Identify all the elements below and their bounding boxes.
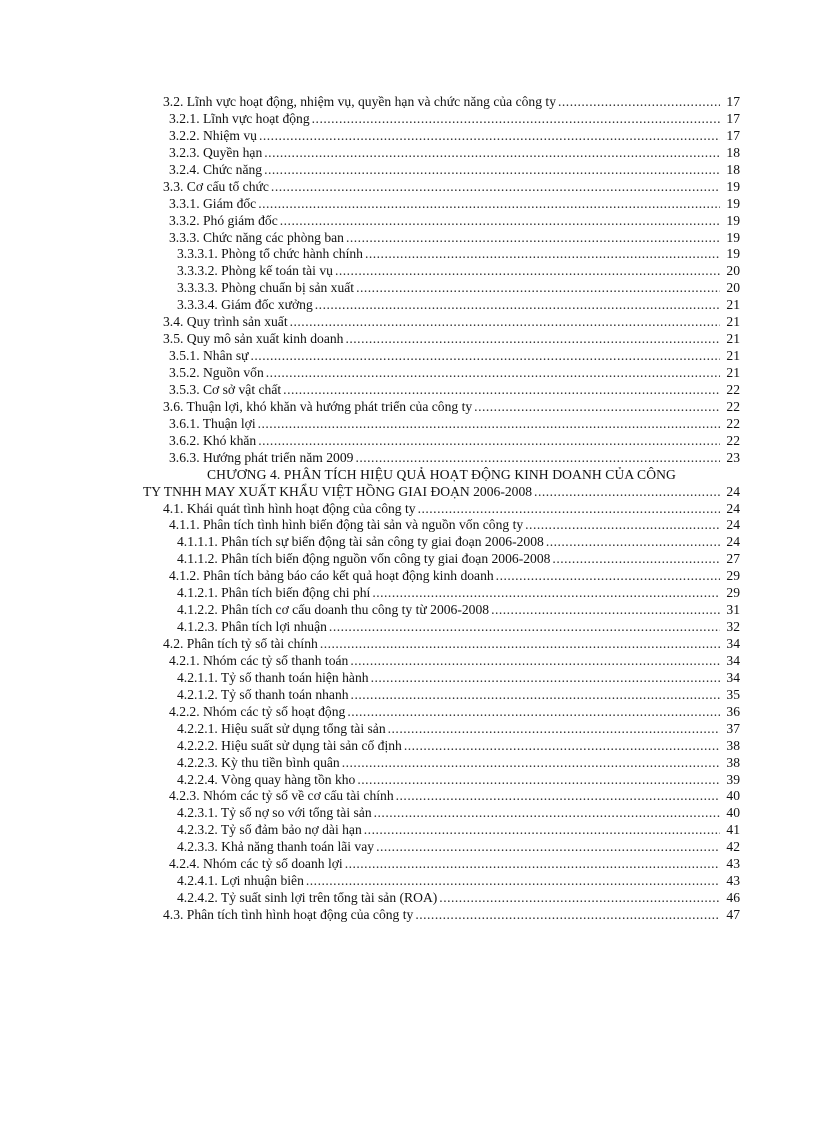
toc-entry-label: 3.6.1. Thuận lợi (169, 415, 256, 431)
dot-leader (346, 230, 720, 247)
toc-entry-page-number: 34 (726, 636, 740, 651)
toc-entry[interactable] (143, 704, 740, 721)
toc-entry-label: 4.2.4.2. Tỷ suất sinh lợi trên tổng tài sản (ROA) (177, 890, 438, 906)
dot-leader (258, 416, 720, 433)
toc-entry[interactable] (143, 331, 740, 348)
dot-leader (365, 246, 720, 263)
toc-entry-label: 4.3. Phân tích tình hình hoạt động của công ty (163, 907, 414, 922)
toc-entry[interactable] (143, 551, 740, 568)
dot-leader (306, 873, 720, 890)
toc-entry-page-number: 23 (726, 449, 740, 465)
toc-entry-label: 3.6.3. Hướng phát triển năm 2009 (169, 449, 354, 465)
toc-entry[interactable] (143, 213, 740, 230)
toc-entry-label: 3.5.1. Nhân sự (169, 348, 249, 364)
toc-entry-label: 4.2.2.1. Hiệu suất sử dụng tổng tài sản (177, 720, 386, 736)
toc-entry[interactable] (143, 179, 740, 196)
toc-entry-page-number: 19 (726, 212, 740, 228)
toc-entry-page-number: 20 (726, 263, 740, 279)
toc-entry[interactable] (143, 839, 740, 856)
dot-leader (342, 755, 720, 772)
toc-entry-page-number: 34 (726, 652, 740, 668)
toc-entry[interactable] (143, 517, 740, 534)
toc-entry-page-number: 22 (726, 432, 740, 448)
toc-entry-label: 3.3.3.1. Phòng tổ chức hành chính (177, 246, 363, 262)
dot-leader (312, 111, 720, 128)
toc-entry-page-number: 22 (726, 398, 740, 414)
dot-leader (350, 653, 720, 670)
toc-entry[interactable] (143, 111, 740, 128)
toc-entry-page-number: 24 (726, 517, 740, 533)
dot-leader (290, 314, 720, 331)
dot-leader (264, 162, 720, 179)
toc-entry-page-number: 22 (726, 381, 740, 397)
toc-entry-label: 4.1. Khái quát tình hình hoạt động của công ty (163, 500, 416, 516)
toc-entry-label: 4.1.1. Phân tích tình hình biến động tài sản và nguồn vốn công ty (169, 517, 524, 533)
toc-entry-page-number: 36 (726, 703, 740, 719)
toc-entry-page-number: 27 (726, 551, 740, 567)
toc-entry[interactable] (143, 314, 740, 331)
toc-entry-label: 3.3. Cơ cấu tổ chức (163, 178, 269, 194)
toc-entry-page-number: 38 (726, 754, 740, 770)
dot-leader (355, 450, 720, 467)
toc-entry[interactable] (143, 501, 740, 518)
toc-entry[interactable] (143, 145, 740, 162)
toc-entry[interactable] (143, 873, 740, 890)
dot-leader (418, 501, 720, 518)
toc-entry-page-number: 29 (726, 568, 740, 584)
dot-leader (347, 704, 720, 721)
toc-entry[interactable] (143, 907, 740, 924)
toc-entry-label: 4.1.2.3. Phân tích lợi nhuận (177, 619, 327, 635)
toc-entry[interactable] (143, 687, 740, 704)
dot-leader (345, 331, 720, 348)
toc-section-4 (143, 501, 740, 924)
dot-leader (546, 534, 720, 551)
toc-entry[interactable] (143, 534, 740, 551)
toc-entry-label: 4.2.3.1. Tỷ số nợ so với tổng tài sản (177, 805, 372, 821)
toc-entry-page-number: 24 (726, 500, 740, 516)
toc-entry[interactable] (143, 416, 740, 433)
dot-leader (280, 213, 720, 230)
toc-entry-page-number: 19 (726, 246, 740, 262)
chapter-4-heading-text-2: TY TNHH MAY XUẤT KHẨU VIỆT HỒNG GIAI ĐOẠN 2006-2008 (143, 483, 533, 499)
toc-entry[interactable] (143, 738, 740, 755)
toc-entry-label: 3.2.2. Nhiệm vụ (169, 127, 257, 143)
dot-leader (351, 687, 720, 704)
toc-entry-label: 4.2.1. Nhóm các tỷ số thanh toán (169, 652, 349, 668)
dot-leader (534, 484, 720, 501)
chapter-4-heading-line-1 (143, 467, 740, 484)
dot-leader (258, 433, 720, 450)
toc-entry-label: 3.5.2. Nguồn vốn (169, 365, 264, 380)
toc-entry-page-number: 19 (726, 178, 740, 194)
toc-entry-page-number: 19 (726, 229, 740, 245)
dot-leader (372, 585, 720, 602)
dot-leader (376, 839, 720, 856)
dot-leader (491, 602, 720, 619)
toc-entry-page-number: 31 (726, 602, 740, 618)
toc-entry-label: 4.2.2.2. Hiệu suất sử dụng tài sản cố định (177, 737, 402, 753)
toc-entry-page-number: 22 (726, 415, 740, 431)
toc-entry-page-number: 24 (726, 534, 740, 550)
toc-entry-label: 4.2.3. Nhóm các tỷ số về cơ cấu tài chính (169, 788, 394, 804)
chapter-4-page-number: 24 (726, 483, 740, 499)
toc-entry-label: 3.3.3.3. Phòng chuẩn bị sản xuất (177, 280, 355, 296)
toc-entry-label: 4.2. Phân tích tỷ số tài chính (163, 636, 318, 651)
toc-entry[interactable] (143, 636, 740, 653)
toc-entry-label: 3.5. Quy mô sản xuất kinh doanh (163, 331, 344, 347)
dot-leader (496, 568, 720, 585)
chapter-4-heading-line-2[interactable] (143, 484, 740, 501)
toc-entry-page-number: 43 (726, 856, 740, 872)
toc-entry-page-number: 47 (726, 907, 740, 922)
toc-entry[interactable] (143, 365, 740, 382)
toc-entry-label: 3.6.2. Khó khăn (169, 432, 257, 448)
toc-entry-page-number: 21 (726, 331, 740, 347)
dot-leader (266, 365, 720, 382)
toc-entry-label: 3.3.1. Giám đốc (169, 195, 257, 211)
dot-leader (374, 805, 720, 822)
toc-entry-page-number: 46 (726, 890, 740, 906)
toc-entry[interactable] (143, 568, 740, 585)
toc-entry-label: 4.2.3.2. Tỷ số đảm bảo nợ dài hạn (177, 822, 362, 838)
toc-entry-page-number: 21 (726, 297, 740, 313)
dot-leader (415, 907, 720, 924)
toc-entry-label: 3.4. Quy trình sản xuất (163, 314, 288, 330)
toc-entry-label: 4.1.2. Phân tích bảng báo cáo kết quả hoạt động kinh doanh (169, 568, 494, 584)
dot-leader (345, 856, 720, 873)
toc-entry[interactable] (143, 788, 740, 805)
toc-entry[interactable] (143, 805, 740, 822)
toc-entry-page-number: 40 (726, 805, 740, 821)
toc-entry-label: 3.6. Thuận lợi, khó khăn và hướng phát triển của công ty (163, 398, 473, 414)
toc-entry-label: 3.2.3. Quyền hạn (169, 144, 263, 160)
toc-entry[interactable] (143, 348, 740, 365)
table-of-contents (143, 94, 740, 924)
toc-entry-label: 3.5.3. Cơ sở vật chất (169, 381, 282, 397)
toc-entry[interactable] (143, 94, 740, 111)
dot-leader (251, 348, 721, 365)
toc-entry-page-number: 32 (726, 619, 740, 635)
toc-entry[interactable] (143, 433, 740, 450)
toc-entry[interactable] (143, 297, 740, 314)
toc-entry-page-number: 20 (726, 280, 740, 296)
toc-entry-label: 3.3.3.2. Phòng kế toán tài vụ (177, 263, 333, 279)
toc-entry[interactable] (143, 263, 740, 280)
toc-entry-label: 4.2.4.1. Lợi nhuận biên (177, 873, 304, 889)
toc-entry-label: 3.3.2. Phó giám đốc (169, 212, 278, 228)
toc-entry[interactable] (143, 856, 740, 873)
toc-entry-label: 4.2.1.2. Tỷ số thanh toán nhanh (177, 686, 349, 702)
toc-entry[interactable] (143, 653, 740, 670)
dot-leader (364, 822, 720, 839)
chapter-4-heading-text-1: CHƯƠNG 4. PHÂN TÍCH HIỆU QUẢ HOẠT ĐỘNG KINH DOANH CỦA CÔNG (207, 466, 676, 482)
toc-entry-page-number: 19 (726, 195, 740, 211)
toc-entry[interactable] (143, 602, 740, 619)
toc-entry-page-number: 17 (726, 94, 740, 109)
toc-entry[interactable] (143, 128, 740, 145)
toc-entry-label: 3.3.3.4. Giám đốc xưởng (177, 297, 313, 313)
toc-entry-page-number: 41 (726, 822, 740, 838)
toc-entry-label: 3.2.1. Lĩnh vực hoạt động (169, 110, 310, 126)
toc-entry-page-number: 18 (726, 161, 740, 177)
toc-entry-label: 4.2.1.1. Tỷ số thanh toán hiện hành (177, 669, 369, 685)
dot-leader (404, 738, 720, 755)
toc-entry-page-number: 37 (726, 720, 740, 736)
toc-entry-label: 3.2. Lĩnh vực hoạt động, nhiệm vụ, quyền hạn và chức năng của công ty (163, 94, 556, 109)
toc-entry-label: 4.1.2.1. Phân tích biến động chi phí (177, 585, 371, 601)
toc-entry-label: 4.2.2. Nhóm các tỷ số hoạt động (169, 703, 346, 719)
toc-section-3 (143, 94, 740, 467)
toc-entry-page-number: 38 (726, 737, 740, 753)
toc-entry[interactable] (143, 450, 740, 467)
toc-entry-page-number: 42 (726, 839, 740, 855)
toc-entry[interactable] (143, 246, 740, 263)
dot-leader (335, 263, 720, 280)
dot-leader (259, 128, 720, 145)
dot-leader (357, 772, 720, 789)
toc-entry[interactable] (143, 585, 740, 602)
toc-entry[interactable] (143, 721, 740, 738)
dot-leader (388, 721, 720, 738)
toc-entry-page-number: 18 (726, 144, 740, 160)
dot-leader (356, 280, 720, 297)
toc-entry-page-number: 34 (726, 669, 740, 685)
dot-leader (315, 297, 720, 314)
toc-entry-label: 4.1.1.2. Phân tích biến động nguồn vốn công ty giai đoạn 2006-2008 (177, 551, 551, 567)
toc-entry-page-number: 43 (726, 873, 740, 889)
toc-entry[interactable] (143, 670, 740, 687)
toc-entry[interactable] (143, 890, 740, 907)
dot-leader (371, 670, 720, 687)
toc-entry-page-number: 17 (726, 127, 740, 143)
toc-entry-label: 4.2.4. Nhóm các tỷ số doanh lợi (169, 856, 343, 872)
toc-entry[interactable] (143, 280, 740, 297)
dot-leader (258, 196, 720, 213)
toc-entry-label: 4.1.1.1. Phân tích sự biến động tài sản công ty giai đoạn 2006-2008 (177, 534, 544, 550)
toc-entry-page-number: 39 (726, 771, 740, 787)
toc-entry-label: 4.2.3.3. Khả năng thanh toán lãi vay (177, 839, 375, 855)
toc-entry-label: 4.1.2.2. Phân tích cơ cấu doanh thu công ty từ 2006-2008 (177, 602, 490, 618)
toc-entry-label: 3.3.3. Chức năng các phòng ban (169, 229, 344, 245)
toc-entry-label: 4.2.2.3. Kỳ thu tiền bình quân (177, 754, 340, 770)
dot-leader (525, 517, 720, 534)
toc-entry[interactable] (143, 822, 740, 839)
toc-entry[interactable] (143, 230, 740, 247)
toc-entry-page-number: 21 (726, 314, 740, 330)
dot-leader (396, 788, 720, 805)
toc-entry[interactable] (143, 382, 740, 399)
toc-entry-page-number: 21 (726, 365, 740, 380)
toc-entry[interactable] (143, 772, 740, 789)
toc-entry-label: 3.2.4. Chức năng (169, 161, 263, 177)
toc-entry-page-number: 40 (726, 788, 740, 804)
toc-entry[interactable] (143, 162, 740, 179)
dot-leader (329, 619, 720, 636)
toc-entry-page-number: 29 (726, 585, 740, 601)
dot-leader (320, 636, 720, 653)
toc-entry[interactable] (143, 755, 740, 772)
dot-leader (264, 145, 720, 162)
toc-entry[interactable] (143, 619, 740, 636)
dot-leader (558, 94, 720, 111)
toc-entry-page-number: 17 (726, 110, 740, 126)
toc-entry-page-number: 21 (726, 348, 740, 364)
toc-entry-label: 4.2.2.4. Vòng quay hàng tồn kho (177, 771, 356, 787)
toc-entry[interactable] (143, 399, 740, 416)
dot-leader (439, 890, 720, 907)
dot-leader (271, 179, 720, 196)
toc-entry[interactable] (143, 196, 740, 213)
dot-leader (552, 551, 720, 568)
dot-leader (474, 399, 720, 416)
dot-leader (283, 382, 720, 399)
toc-entry-page-number: 35 (726, 686, 740, 702)
